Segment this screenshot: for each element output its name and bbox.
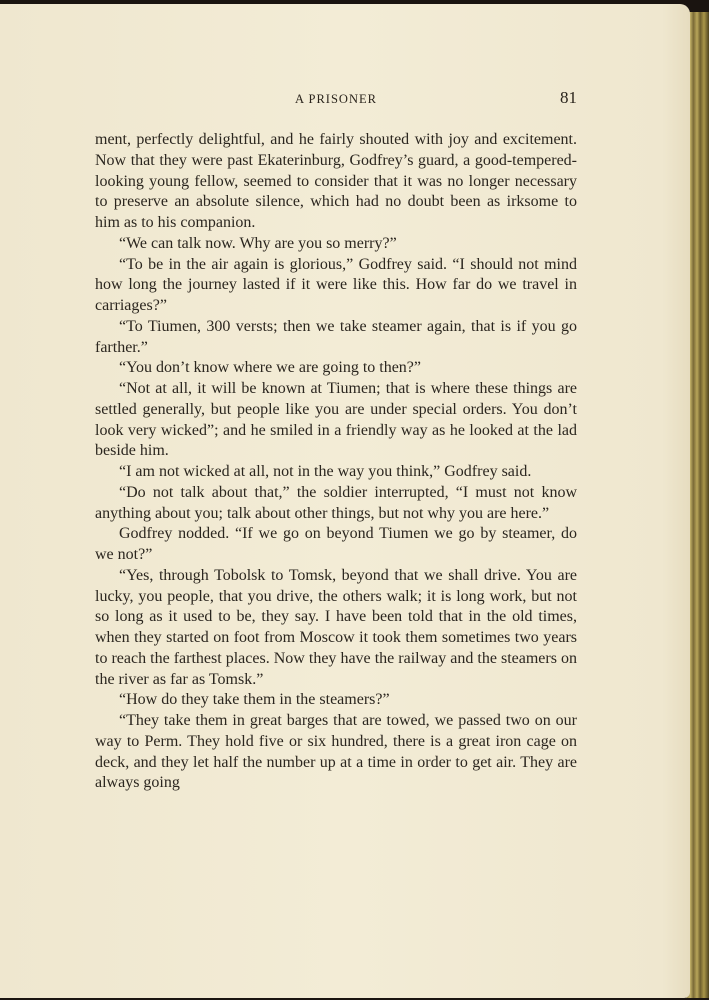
paragraph: “We can talk now. Why are you so merry?”: [119, 234, 397, 252]
body-text: [95, 130, 577, 794]
paragraph: “To be in the air again is glorious,” Godfrey said. “I should not mind how long the journey lasted if it were like this. How far do we travel in carriages?”: [95, 255, 577, 314]
paragraph: “They take them in great barges that are towed, we passed two on our way to Perm. They hold five or six hundred, there is a great iron cage on deck, and they let half the number up at a time in order to get air. They are always going: [95, 712, 577, 792]
paragraph: “You don’t know where we are going to then?”: [119, 359, 422, 377]
paragraph: “Yes, through Tobolsk to Tomsk, beyond that we shall drive. You are lucky, you people, that you drive, the others walk; it is long work, but not so long as it used to be, they say. I have been told that in the old times, when they started on foot from Moscow it took them sometimes two years to reach the farthest places. Now they have the railway and the steamers on the river as far as Tomsk.”: [95, 566, 577, 688]
page-number: 81: [560, 88, 577, 107]
paragraph: ment, perfectly delightful, and he fairly shouted with joy and excitement. Now that they were past Ekaterinburg, Godfrey’s guard, a good-tempered-looking young fellow, seemed to consider that it was no longer necessary to preserve an absolute silence, which had no doubt been as irksome to him as to his companion.: [95, 131, 577, 231]
paragraph: “I am not wicked at all, not in the way you think,” Godfrey said.: [119, 463, 532, 480]
paragraph: “To Tiumen, 300 versts; then we take steamer again, that is if you go farther.”: [95, 317, 577, 356]
paragraph: “Not at all, it will be known at Tiumen; that is where these things are settled generally, but people like you are under special orders. You don’t look very wicked”; and he smiled in a friendly way as he looked at the lad beside him.: [95, 380, 577, 460]
paragraph: “Do not talk about that,” the soldier interrupted, “I must not know anything about you; talk about other things, but not why you are here.”: [95, 483, 577, 522]
page-header: [95, 88, 577, 112]
paragraph: Godfrey nodded. “If we go on beyond Tiumen we go by steamer, do we not?”: [95, 525, 577, 563]
running-head: A PRISONER: [295, 92, 377, 106]
paragraph: “How do they take them in the steamers?”: [119, 691, 390, 709]
